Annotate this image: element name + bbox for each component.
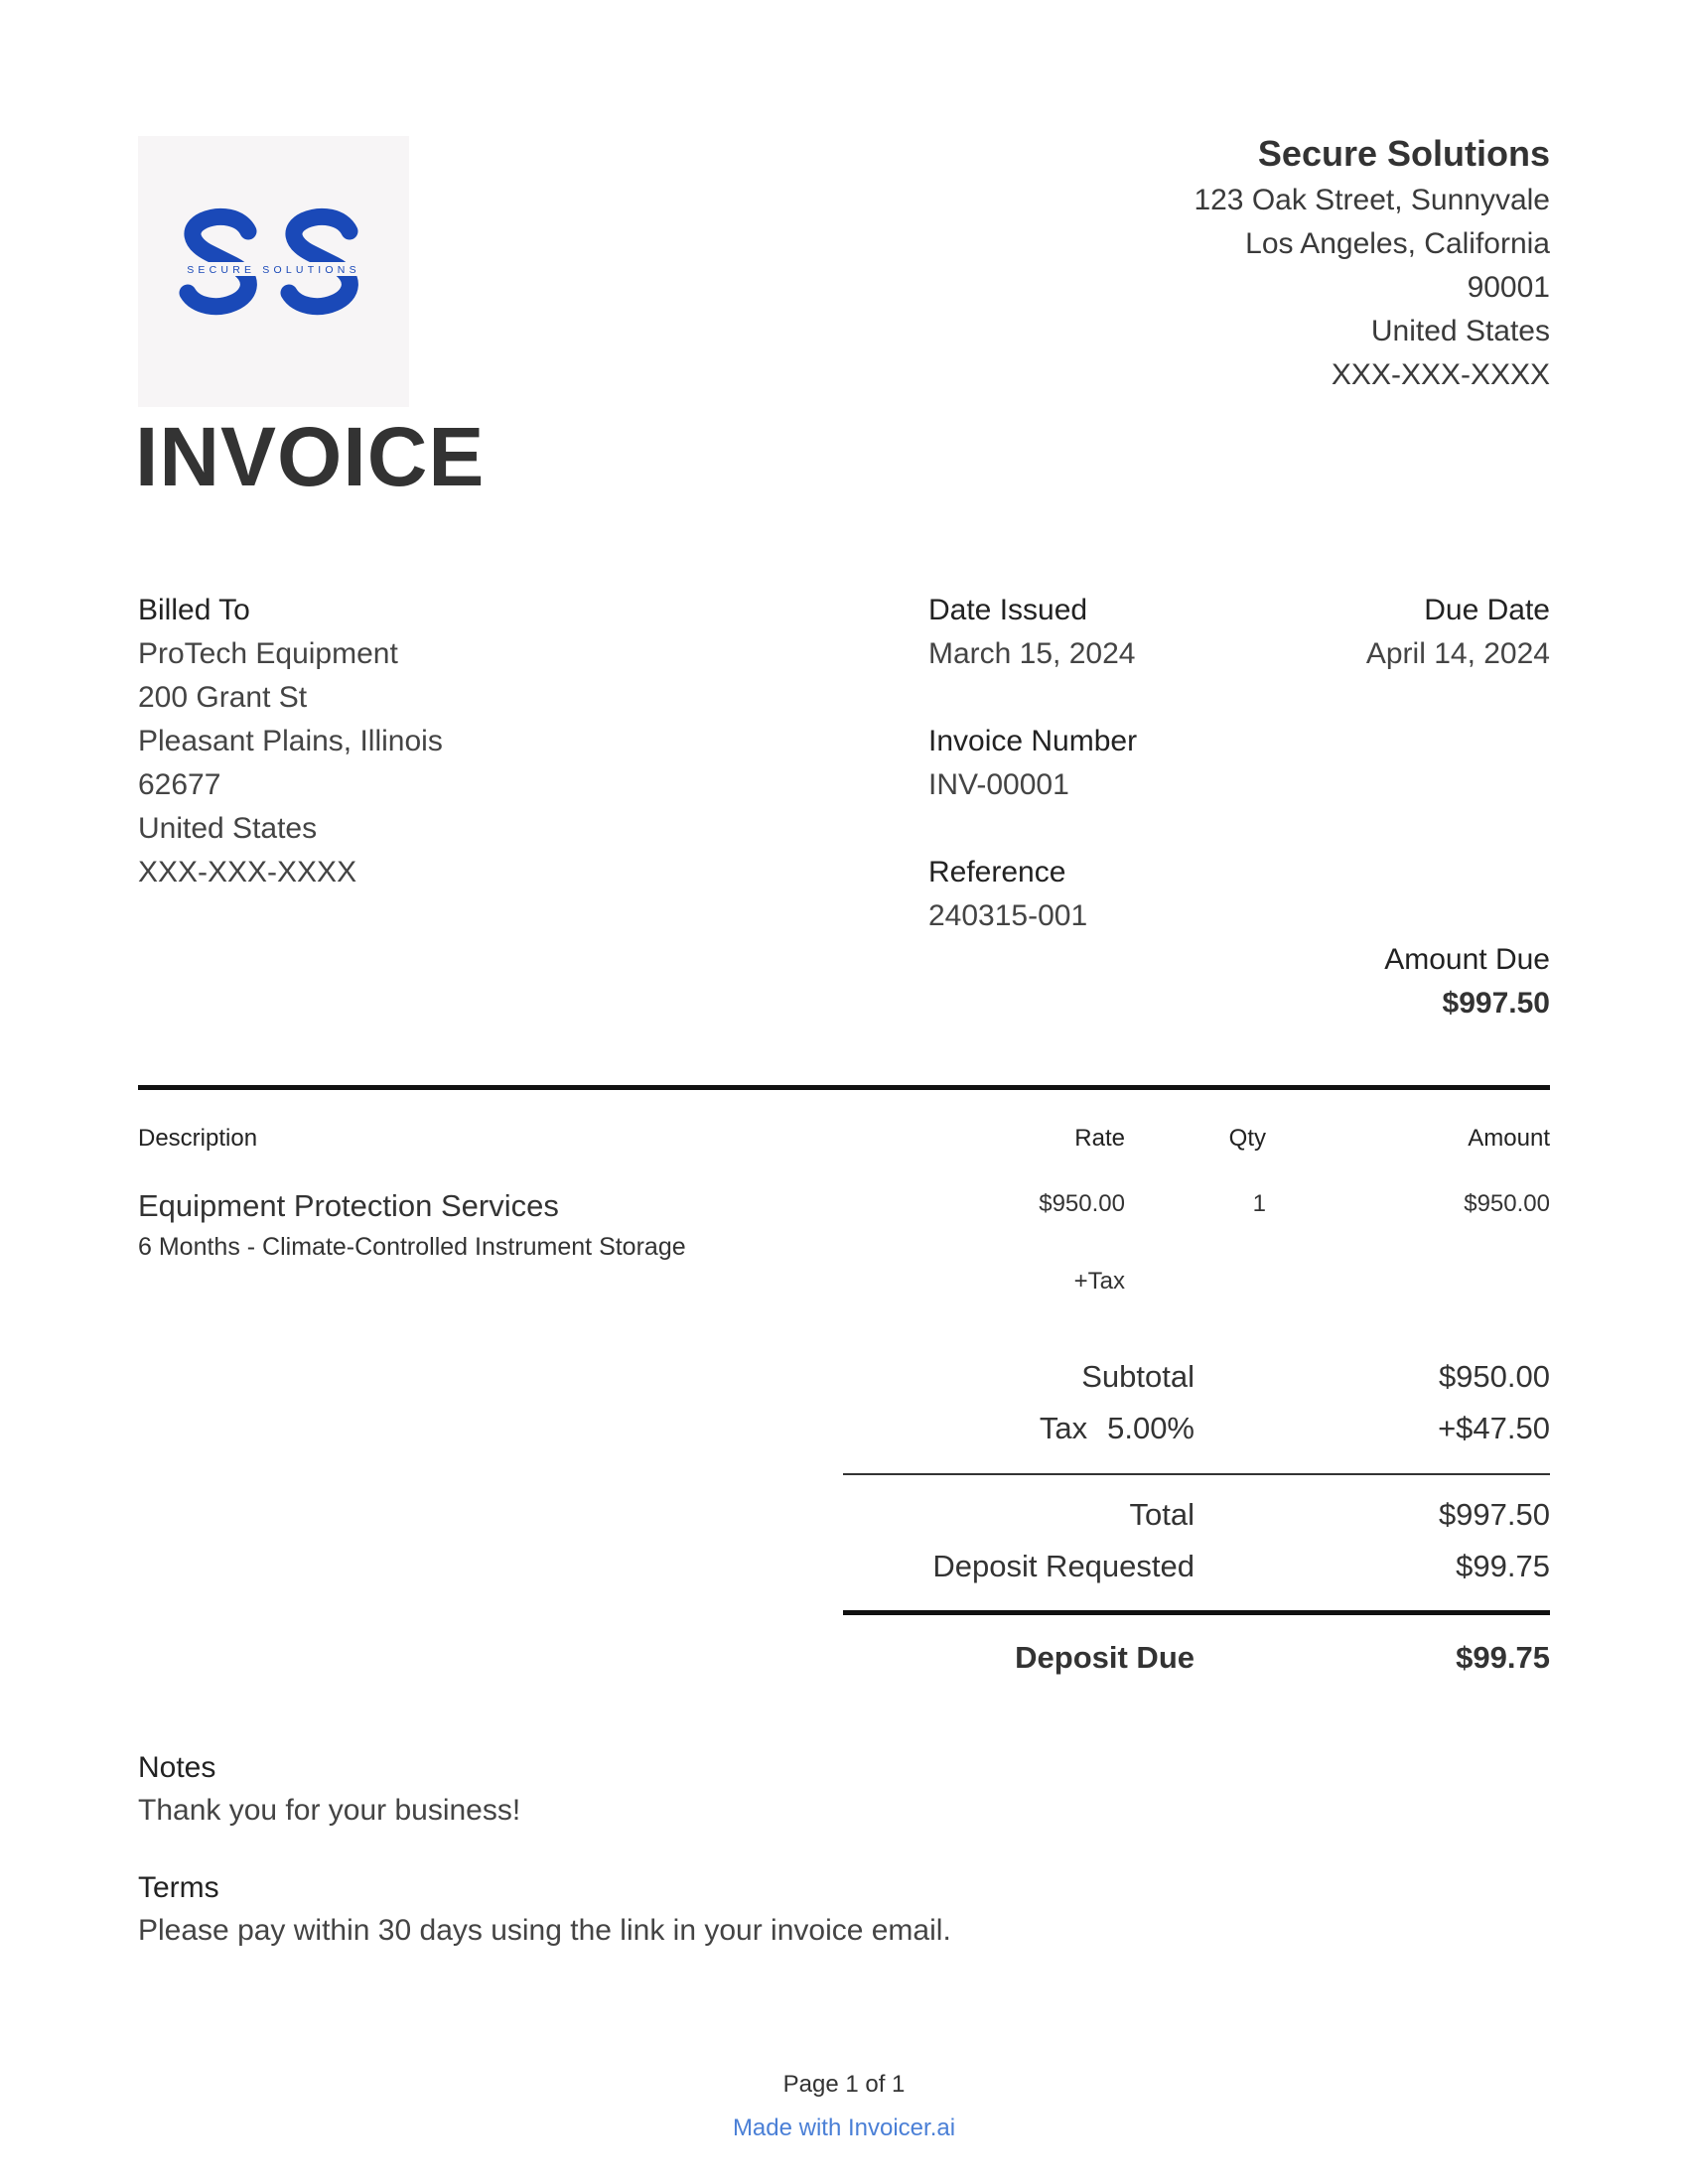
date-issued-block [928,589,1226,676]
amount-due-value: $997.50 [1442,987,1550,1020]
company-address-line: 90001 [1467,271,1550,304]
billed-to-line: United States [138,812,318,845]
subtotal-label: Subtotal [1081,1359,1195,1394]
line-item-title: Equipment Protection Services [138,1188,559,1223]
amount-due-label: Amount Due [1384,943,1550,976]
made-with-link[interactable]: Made with Invoicer.ai [732,2115,956,2141]
due-date-label: Due Date [1424,594,1550,626]
deposit-requested-value: $99.75 [1456,1549,1550,1583]
reference-label: Reference [928,856,1066,888]
tax-label: Tax [1039,1411,1088,1445]
line-item-qty: 1 [1252,1190,1266,1217]
amount-due-block [1252,938,1550,1025]
page-title: INVOICE [135,410,486,503]
tax-rate: 5.00% [1107,1411,1195,1445]
terms-label: Terms [138,1871,219,1904]
line-item-amount: $950.00 [1464,1190,1550,1217]
company-name: Secure Solutions [1257,133,1550,174]
table-top-divider [138,1085,1550,1090]
tax-label-row [844,1407,1195,1450]
total-label: Total [1129,1497,1195,1532]
billed-to-label: Billed To [138,594,250,626]
invoice-number-block [928,720,1226,807]
terms-text: Please pay within 30 days using the link in your invoice email. [138,1914,951,1947]
invoice-number-label: Invoice Number [928,725,1138,757]
total-value: $997.50 [1438,1497,1550,1532]
company-phone: XXX-XXX-XXXX [1331,358,1550,391]
deposit-due-label: Deposit Due [1015,1640,1195,1675]
line-item-rate: $950.00 [1039,1190,1125,1217]
summary-divider [843,1473,1550,1475]
logo-text: SECURE SOLUTIONS [187,264,360,276]
billed-to-block [138,589,634,894]
deposit-divider [843,1610,1550,1615]
billed-to-line: ProTech Equipment [138,637,398,670]
deposit-requested-label: Deposit Requested [932,1549,1195,1583]
company-address-line: Los Angeles, California [1245,227,1550,260]
invoice-number-value: INV-00001 [928,768,1069,801]
billed-to-line: 200 Grant St [138,681,308,714]
logo-mark [138,136,409,407]
column-header-qty: Qty [1228,1125,1266,1152]
company-logo [138,136,409,407]
billed-to-line: XXX-XXX-XXXX [138,856,357,888]
line-item-subtitle: 6 Months - Climate-Controlled Instrument Storage [138,1233,686,1261]
tax-value: +$47.50 [1438,1411,1550,1445]
due-date-value: April 14, 2024 [1365,637,1550,670]
date-issued-value: March 15, 2024 [928,637,1136,670]
reference-block [928,851,1226,938]
line-item-tax-note: +Tax [1073,1268,1125,1295]
company-address-line: United States [1370,315,1550,347]
reference-value: 240315-001 [928,899,1088,932]
column-header-amount: Amount [1468,1125,1550,1152]
due-date-block [1252,589,1550,676]
subtotal-value: $950.00 [1438,1359,1550,1394]
column-header-rate: Rate [1074,1125,1125,1152]
billed-to-line: Pleasant Plains, Illinois [138,725,443,757]
deposit-due-value: $99.75 [1456,1640,1550,1675]
company-address-line: 123 Oak Street, Sunnyvale [1194,184,1550,216]
date-issued-label: Date Issued [928,594,1088,626]
logo-letter-s-1 [188,216,248,306]
column-header-description: Description [138,1125,258,1152]
page-number: Page 1 of 1 [782,2071,906,2098]
company-info [1034,129,1550,397]
billed-to-line: 62677 [138,768,221,801]
notes-label: Notes [138,1751,216,1784]
notes-text: Thank you for your business! [138,1794,521,1827]
logo-letter-s-2 [289,216,350,306]
